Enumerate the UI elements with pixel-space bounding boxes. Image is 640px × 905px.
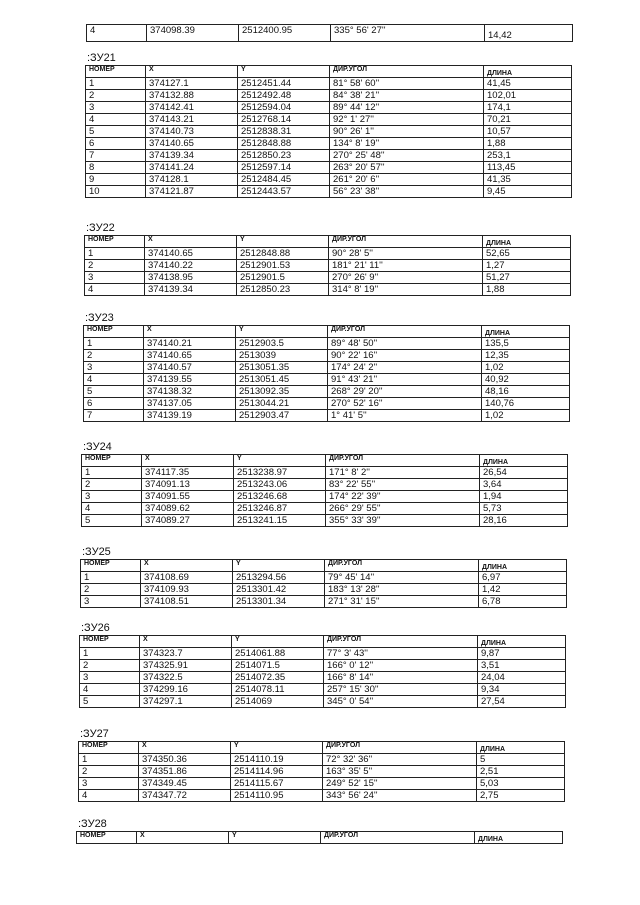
point-number-cell: 3 <box>84 362 144 374</box>
y-coordinate-cell: 2513051.45 <box>236 374 328 386</box>
y-coordinate-cell: 2513246.68 <box>234 491 326 503</box>
x-coordinate-cell: 374128.1 <box>146 174 238 186</box>
length-cell: 48,16 <box>482 386 570 398</box>
y-coordinate-cell: 2514078.11 <box>232 684 324 696</box>
header-bearing: ДИР.УГОЛ <box>321 832 475 844</box>
table-row <box>86 114 572 126</box>
length-cell: 3,64 <box>480 479 568 491</box>
y-coordinate-cell: 2513238.97 <box>234 467 326 479</box>
section-title: :ЗУ25 <box>82 546 111 558</box>
section-title: :ЗУ24 <box>83 441 112 453</box>
y-coordinate-cell: 2514115.67 <box>231 778 323 790</box>
x-coordinate-cell: 374121.87 <box>146 186 238 198</box>
header-bearing: ДИР.УГОЛ <box>323 742 477 754</box>
table-row <box>86 174 572 186</box>
point-number-cell: 8 <box>86 162 146 174</box>
coordinates-table <box>84 235 571 296</box>
x-coordinate-cell: 374297.1 <box>140 696 232 708</box>
bearing-angle-cell: 56° 23' 38'' <box>330 186 484 198</box>
length-cell: 41,45 <box>484 78 572 90</box>
header-number: НОМЕР <box>85 236 145 248</box>
point-number-cell: 4 <box>80 684 140 696</box>
length-cell: 1,27 <box>483 260 571 272</box>
table-row <box>84 374 570 386</box>
bearing-angle-cell: 314° 8' 19'' <box>329 284 483 296</box>
point-number-cell: 1 <box>82 467 142 479</box>
point-number-cell: 5 <box>84 386 144 398</box>
bearing-angle-cell: 81° 58' 60'' <box>330 78 484 90</box>
length-cell: 52,65 <box>483 248 571 260</box>
header-number: НОМЕР <box>77 832 137 844</box>
length-cell: 28,16 <box>480 515 568 527</box>
length-cell: 140,76 <box>482 398 570 410</box>
section-title: :ЗУ21 <box>87 52 116 64</box>
coordinates-table <box>78 741 565 802</box>
table-header-row <box>82 455 568 467</box>
x-coordinate-cell: 374140.65 <box>144 350 236 362</box>
length-cell: 1,94 <box>480 491 568 503</box>
point-number-cell: 3 <box>82 491 142 503</box>
coordinates-table <box>76 831 563 844</box>
header-bearing: ДИР.УГОЛ <box>330 66 484 78</box>
bearing-angle-cell: 271° 31' 15'' <box>325 596 479 608</box>
y-coordinate-cell: 2514072.35 <box>232 672 324 684</box>
point-number-cell: 2 <box>84 350 144 362</box>
y-coordinate-cell: 2512492.48 <box>238 90 330 102</box>
table-row <box>82 491 568 503</box>
point-number-cell: 7 <box>86 150 146 162</box>
table-row <box>80 672 566 684</box>
coordinates-table <box>85 65 572 198</box>
section-title: :ЗУ26 <box>81 622 110 634</box>
x-coordinate-cell: 374140.73 <box>146 126 238 138</box>
length-cell: 27,54 <box>478 696 566 708</box>
x-coordinate-cell: 374143.21 <box>146 114 238 126</box>
header-bearing: ДИР.УГОЛ <box>324 636 478 648</box>
table-row <box>81 584 567 596</box>
x-coordinate-cell: 374139.19 <box>144 410 236 422</box>
length-cell: 70,21 <box>484 114 572 126</box>
point-number-cell: 6 <box>84 398 144 410</box>
table-row <box>79 790 565 802</box>
point-number-cell: 1 <box>81 572 141 584</box>
table-row <box>81 596 567 608</box>
table-row <box>86 138 572 150</box>
table-row <box>85 272 571 284</box>
header-y: Y <box>237 236 329 248</box>
header-length: ДЛИНА <box>479 560 567 572</box>
header-x: X <box>146 66 238 78</box>
length-cell: 41,35 <box>484 174 572 186</box>
length-cell: 135,5 <box>482 338 570 350</box>
table-header-row <box>81 560 567 572</box>
point-number-cell: 5 <box>82 515 142 527</box>
table-row <box>80 648 566 660</box>
y-coordinate-cell: 2513051.35 <box>236 362 328 374</box>
header-number: НОМЕР <box>79 742 139 754</box>
section-title: :ЗУ27 <box>80 728 109 740</box>
point-number-cell: 6 <box>86 138 146 150</box>
y-coordinate-cell: 2512443.57 <box>238 186 330 198</box>
y-coordinate-cell: 2512484.45 <box>238 174 330 186</box>
y-coordinate-cell: 2512848.88 <box>238 138 330 150</box>
header-y: Y <box>238 66 330 78</box>
y-coordinate-cell: 2513294.56 <box>233 572 325 584</box>
length-cell: 1,02 <box>482 410 570 422</box>
x-coordinate-cell: 374108.51 <box>141 596 233 608</box>
bearing-angle-cell: 266° 29' 55'' <box>326 503 480 515</box>
bearing-angle-cell: 249° 52' 15'' <box>323 778 477 790</box>
y-coordinate-cell: 2513039 <box>236 350 328 362</box>
header-length: ДЛИНА <box>478 636 566 648</box>
y-coordinate-cell: 2512768.14 <box>238 114 330 126</box>
point-number-cell: 4 <box>82 503 142 515</box>
bearing-angle-cell: 174° 22' 39'' <box>326 491 480 503</box>
length-cell: 9,34 <box>478 684 566 696</box>
table-row <box>82 467 568 479</box>
table-row <box>80 696 566 708</box>
table-row <box>86 150 572 162</box>
header-x: X <box>141 560 233 572</box>
coordinates-table <box>79 635 566 708</box>
table-row <box>86 90 572 102</box>
table-row <box>87 25 573 42</box>
y-coordinate-cell: 2514061.88 <box>232 648 324 660</box>
x-coordinate-cell: 374139.55 <box>144 374 236 386</box>
point-number-cell: 4 <box>86 114 146 126</box>
y-coordinate-cell: 2512594.04 <box>238 102 330 114</box>
header-number: НОМЕР <box>86 66 146 78</box>
point-number-cell: 7 <box>84 410 144 422</box>
x-coordinate-cell: 374091.55 <box>142 491 234 503</box>
bearing-angle-cell: 89° 48' 50'' <box>328 338 482 350</box>
bearing-angle-cell: 77° 3' 43'' <box>324 648 478 660</box>
table-row <box>86 102 572 114</box>
length-cell: 6,78 <box>479 596 567 608</box>
point-number-cell: 3 <box>85 272 145 284</box>
table-row <box>81 572 567 584</box>
x-coordinate-cell: 374139.34 <box>146 150 238 162</box>
coordinates-table <box>81 454 568 527</box>
length-cell: 26,54 <box>480 467 568 479</box>
x-coordinate-cell: 374140.65 <box>146 138 238 150</box>
bearing-angle-cell: 263° 20' 57'' <box>330 162 484 174</box>
table-row <box>85 260 571 272</box>
length-cell: 1,88 <box>483 284 571 296</box>
header-length: ДЛИНА <box>477 742 565 754</box>
length-cell: 5,03 <box>477 778 565 790</box>
y-coordinate-cell: 2513301.42 <box>233 584 325 596</box>
bearing-angle-cell: 335° 56' 27'' <box>331 25 485 42</box>
point-number-cell: 3 <box>80 672 140 684</box>
table-row <box>79 766 565 778</box>
point-number-cell: 2 <box>86 90 146 102</box>
x-coordinate-cell: 374127.1 <box>146 78 238 90</box>
bearing-angle-cell: 90° 28' 5'' <box>329 248 483 260</box>
point-number-cell: 5 <box>80 696 140 708</box>
y-coordinate-cell: 2512901.5 <box>237 272 329 284</box>
section-title: :ЗУ23 <box>85 312 114 324</box>
y-coordinate-cell: 2513243.06 <box>234 479 326 491</box>
table-row <box>84 338 570 350</box>
table-header-row <box>80 636 566 648</box>
bearing-angle-cell: 171° 8' 2'' <box>326 467 480 479</box>
header-bearing: ДИР.УГОЛ <box>328 326 482 338</box>
section-title: :ЗУ22 <box>86 222 115 234</box>
table-row <box>79 778 565 790</box>
header-y: Y <box>232 636 324 648</box>
x-coordinate-cell: 374089.62 <box>142 503 234 515</box>
x-coordinate-cell: 374140.22 <box>145 260 237 272</box>
length-cell: 9,45 <box>484 186 572 198</box>
point-number-cell: 3 <box>86 102 146 114</box>
x-coordinate-cell: 374349.45 <box>139 778 231 790</box>
bearing-angle-cell: 268° 29' 20'' <box>328 386 482 398</box>
y-coordinate-cell: 2512400.95 <box>239 25 331 42</box>
y-coordinate-cell: 2514071.5 <box>232 660 324 672</box>
x-coordinate-cell: 374117.35 <box>142 467 234 479</box>
x-coordinate-cell: 374322.5 <box>140 672 232 684</box>
bearing-angle-cell: 72° 32' 36'' <box>323 754 477 766</box>
header-length: ДЛИНА <box>475 832 563 844</box>
y-coordinate-cell: 2513301.34 <box>233 596 325 608</box>
header-length: ДЛИНА <box>480 455 568 467</box>
table-row <box>82 515 568 527</box>
section-title: :ЗУ28 <box>78 818 107 830</box>
bearing-angle-cell: 270° 52' 16'' <box>328 398 482 410</box>
point-number-cell: 1 <box>80 648 140 660</box>
bearing-angle-cell: 1° 41' 5'' <box>328 410 482 422</box>
bearing-angle-cell: 270° 25' 48'' <box>330 150 484 162</box>
point-number-cell: 4 <box>79 790 139 802</box>
length-cell: 102,01 <box>484 90 572 102</box>
bearing-angle-cell: 90° 26' 1'' <box>330 126 484 138</box>
table-header-row <box>86 66 572 78</box>
point-number-cell: 3 <box>81 596 141 608</box>
table-row <box>82 479 568 491</box>
x-coordinate-cell: 374350.36 <box>139 754 231 766</box>
header-length: ДЛИНА <box>484 66 572 78</box>
header-bearing: ДИР.УГОЛ <box>326 455 480 467</box>
table-header-row <box>77 832 563 844</box>
header-x: X <box>139 742 231 754</box>
x-coordinate-cell: 374299.16 <box>140 684 232 696</box>
length-cell: 9,87 <box>478 648 566 660</box>
x-coordinate-cell: 374140.21 <box>144 338 236 350</box>
y-coordinate-cell: 2514110.95 <box>231 790 323 802</box>
bearing-angle-cell: 84° 38' 21'' <box>330 90 484 102</box>
table-header-row <box>84 326 570 338</box>
header-x: X <box>142 455 234 467</box>
x-coordinate-cell: 374137.05 <box>144 398 236 410</box>
x-coordinate-cell: 374347.72 <box>139 790 231 802</box>
point-number-cell: 1 <box>85 248 145 260</box>
length-cell: 12,35 <box>482 350 570 362</box>
x-coordinate-cell: 374351.86 <box>139 766 231 778</box>
bearing-angle-cell: 257° 15' 30'' <box>324 684 478 696</box>
point-number-cell: 2 <box>79 766 139 778</box>
x-coordinate-cell: 374138.95 <box>145 272 237 284</box>
length-cell: 1,42 <box>479 584 567 596</box>
bearing-angle-cell: 163° 35' 5'' <box>323 766 477 778</box>
x-coordinate-cell: 374140.57 <box>144 362 236 374</box>
point-number-cell: 9 <box>86 174 146 186</box>
table-row <box>86 126 572 138</box>
table-header-row <box>85 236 571 248</box>
x-coordinate-cell: 374098.39 <box>147 25 239 42</box>
y-coordinate-cell: 2513044.21 <box>236 398 328 410</box>
coordinates-table <box>80 559 567 608</box>
length-cell: 24,04 <box>478 672 566 684</box>
header-x: X <box>144 326 236 338</box>
header-number: НОМЕР <box>84 326 144 338</box>
x-coordinate-cell: 374138.32 <box>144 386 236 398</box>
bearing-angle-cell: 134° 8' 19'' <box>330 138 484 150</box>
header-x: X <box>145 236 237 248</box>
table-row <box>84 350 570 362</box>
header-bearing: ДИР.УГОЛ <box>325 560 479 572</box>
bearing-angle-cell: 90° 22' 16'' <box>328 350 482 362</box>
table-row <box>84 386 570 398</box>
point-number-cell: 1 <box>79 754 139 766</box>
point-number-cell: 1 <box>86 78 146 90</box>
table-row <box>79 754 565 766</box>
length-cell: 3,51 <box>478 660 566 672</box>
length-cell: 6,97 <box>479 572 567 584</box>
point-number-cell: 2 <box>82 479 142 491</box>
point-number-cell: 3 <box>79 778 139 790</box>
point-number-cell: 2 <box>81 584 141 596</box>
bearing-angle-cell: 91° 43' 21'' <box>328 374 482 386</box>
bearing-angle-cell: 89° 44' 12'' <box>330 102 484 114</box>
table-row <box>80 660 566 672</box>
bearing-angle-cell: 166° 8' 14'' <box>324 672 478 684</box>
bearing-angle-cell: 181° 21' 11'' <box>329 260 483 272</box>
y-coordinate-cell: 2512901.53 <box>237 260 329 272</box>
table-row <box>85 284 571 296</box>
bearing-angle-cell: 79° 45' 14'' <box>325 572 479 584</box>
point-number-cell: 1 <box>84 338 144 350</box>
x-coordinate-cell: 374325.91 <box>140 660 232 672</box>
y-coordinate-cell: 2514114.96 <box>231 766 323 778</box>
bearing-angle-cell: 261° 20' 6'' <box>330 174 484 186</box>
header-x: X <box>137 832 229 844</box>
y-coordinate-cell: 2512850.23 <box>237 284 329 296</box>
y-coordinate-cell: 2512451.44 <box>238 78 330 90</box>
header-number: НОМЕР <box>81 560 141 572</box>
bearing-angle-cell: 355° 33' 39'' <box>326 515 480 527</box>
table-row <box>84 410 570 422</box>
table-header-row <box>79 742 565 754</box>
bearing-angle-cell: 166° 0' 12'' <box>324 660 478 672</box>
bearing-angle-cell: 174° 24' 2'' <box>328 362 482 374</box>
x-coordinate-cell: 374108.69 <box>141 572 233 584</box>
length-cell: 253,1 <box>484 150 572 162</box>
header-x: X <box>140 636 232 648</box>
table-row <box>85 248 571 260</box>
coordinates-table <box>86 24 573 42</box>
y-coordinate-cell: 2513246.87 <box>234 503 326 515</box>
header-number: НОМЕР <box>80 636 140 648</box>
y-coordinate-cell: 2512850.23 <box>238 150 330 162</box>
x-coordinate-cell: 374142.41 <box>146 102 238 114</box>
bearing-angle-cell: 183° 13' 28'' <box>325 584 479 596</box>
length-cell: 5 <box>477 754 565 766</box>
y-coordinate-cell: 2514069 <box>232 696 324 708</box>
length-cell: 1,02 <box>482 362 570 374</box>
y-coordinate-cell: 2512838.31 <box>238 126 330 138</box>
bearing-angle-cell: 270° 26' 9'' <box>329 272 483 284</box>
length-cell: 1,88 <box>484 138 572 150</box>
table-row <box>82 503 568 515</box>
table-row <box>84 362 570 374</box>
table-row <box>86 78 572 90</box>
length-cell: 10,57 <box>484 126 572 138</box>
header-y: Y <box>231 742 323 754</box>
x-coordinate-cell: 374091.13 <box>142 479 234 491</box>
length-cell: 113,45 <box>484 162 572 174</box>
x-coordinate-cell: 374139.34 <box>145 284 237 296</box>
point-number-cell: 10 <box>86 186 146 198</box>
x-coordinate-cell: 374323.7 <box>140 648 232 660</box>
bearing-angle-cell: 92° 1' 27'' <box>330 114 484 126</box>
table-row <box>80 684 566 696</box>
y-coordinate-cell: 2513241.15 <box>234 515 326 527</box>
table-row <box>86 162 572 174</box>
coordinates-table <box>83 325 570 422</box>
y-coordinate-cell: 2512597.14 <box>238 162 330 174</box>
x-coordinate-cell: 374140.65 <box>145 248 237 260</box>
header-number: НОМЕР <box>82 455 142 467</box>
point-number-cell: 5 <box>86 126 146 138</box>
point-number-cell: 4 <box>87 25 147 42</box>
length-cell: 174,1 <box>484 102 572 114</box>
header-bearing: ДИР.УГОЛ <box>329 236 483 248</box>
length-cell: 2,51 <box>477 766 565 778</box>
y-coordinate-cell: 2512848.88 <box>237 248 329 260</box>
length-cell: 40,92 <box>482 374 570 386</box>
x-coordinate-cell: 374109.93 <box>141 584 233 596</box>
length-cell: 51,27 <box>483 272 571 284</box>
header-y: Y <box>229 832 321 844</box>
point-number-cell: 2 <box>85 260 145 272</box>
point-number-cell: 4 <box>85 284 145 296</box>
length-cell: 14,42 <box>485 25 573 42</box>
point-number-cell: 4 <box>84 374 144 386</box>
y-coordinate-cell: 2512903.47 <box>236 410 328 422</box>
x-coordinate-cell: 374089.27 <box>142 515 234 527</box>
y-coordinate-cell: 2513092.35 <box>236 386 328 398</box>
length-cell: 2,75 <box>477 790 565 802</box>
bearing-angle-cell: 345° 0' 54'' <box>324 696 478 708</box>
x-coordinate-cell: 374132.88 <box>146 90 238 102</box>
header-y: Y <box>233 560 325 572</box>
header-length: ДЛИНА <box>482 326 570 338</box>
header-y: Y <box>236 326 328 338</box>
y-coordinate-cell: 2514110.19 <box>231 754 323 766</box>
bearing-angle-cell: 343° 56' 24'' <box>323 790 477 802</box>
point-number-cell: 2 <box>80 660 140 672</box>
header-y: Y <box>234 455 326 467</box>
header-length: ДЛИНА <box>483 236 571 248</box>
table-row <box>84 398 570 410</box>
length-cell: 5,73 <box>480 503 568 515</box>
table-row <box>86 186 572 198</box>
y-coordinate-cell: 2512903.5 <box>236 338 328 350</box>
x-coordinate-cell: 374141.24 <box>146 162 238 174</box>
bearing-angle-cell: 83° 22' 55'' <box>326 479 480 491</box>
